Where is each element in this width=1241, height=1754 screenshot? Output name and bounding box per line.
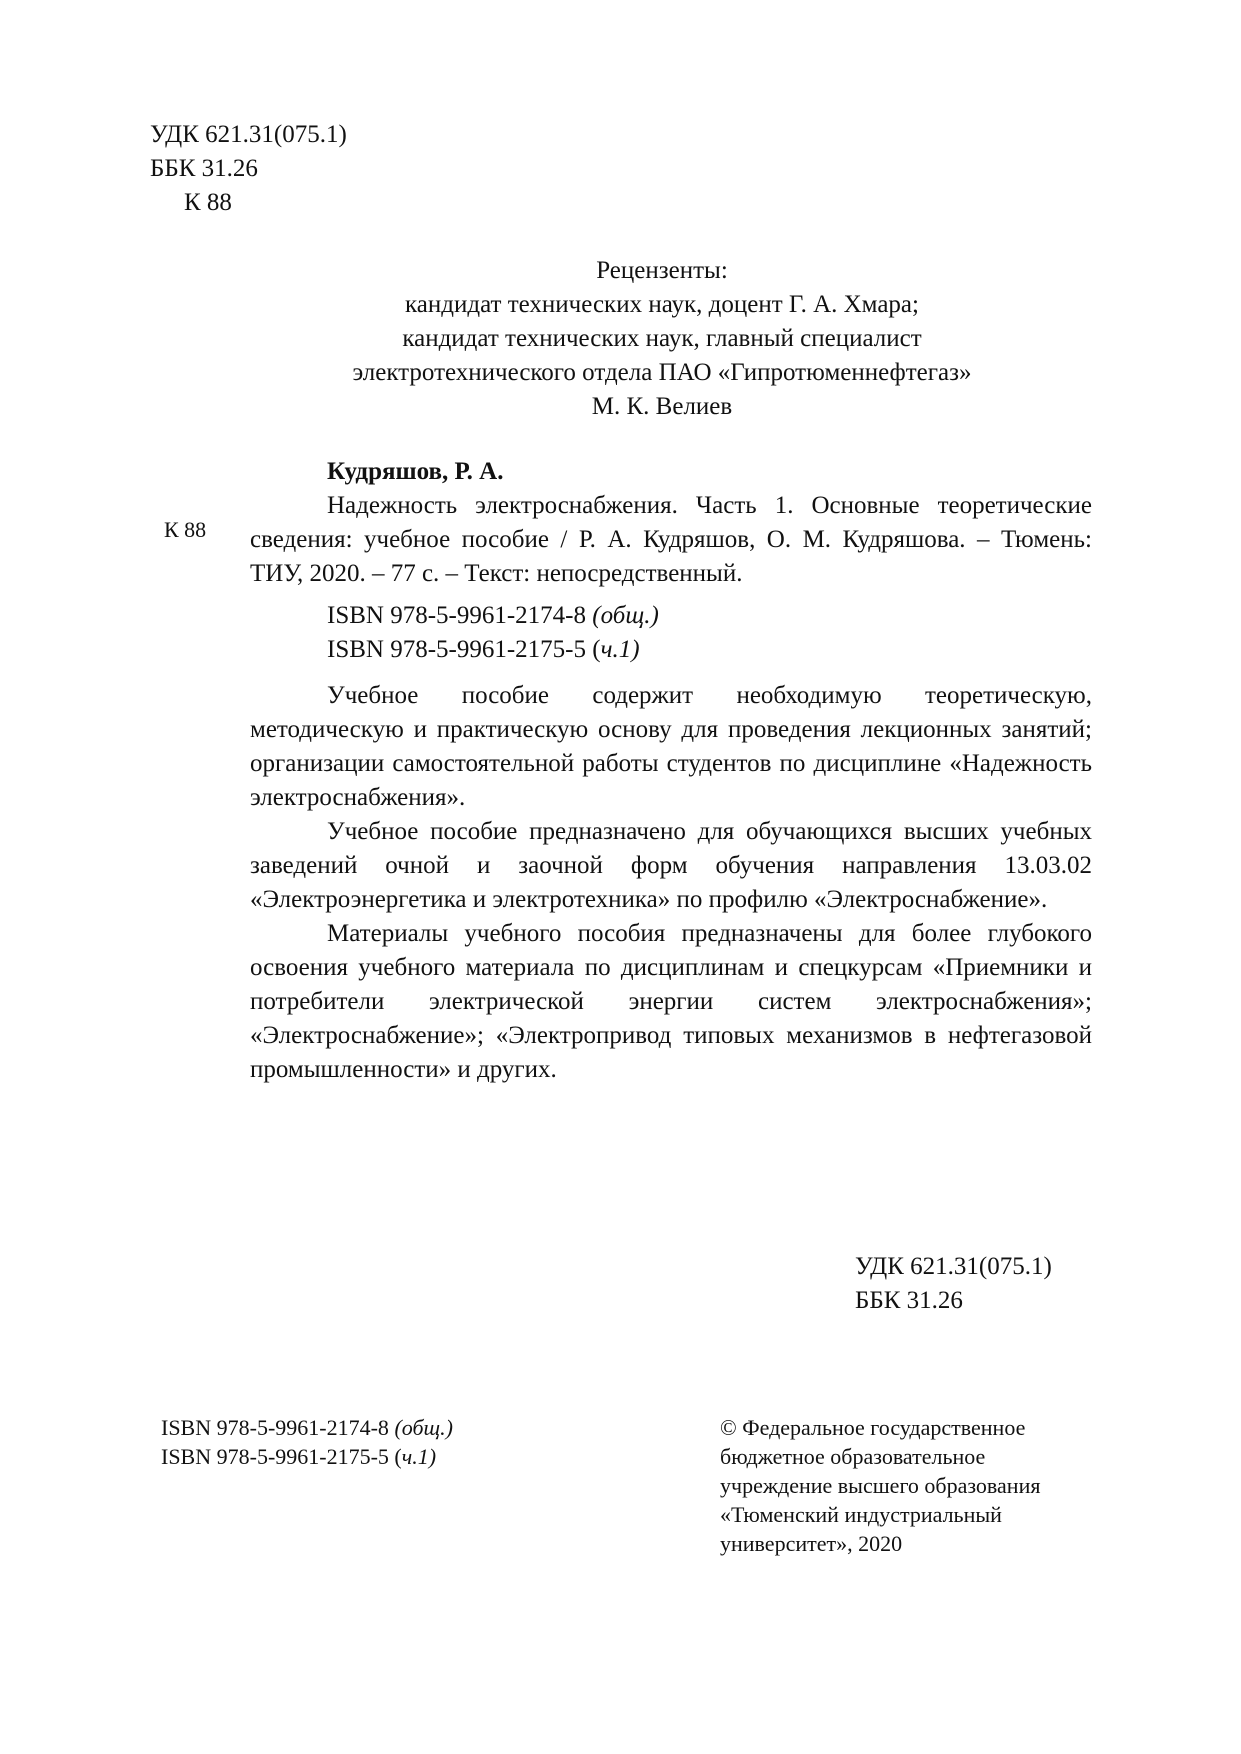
isbn-list [250, 599, 1092, 667]
bib-description: Надежность электроснабжения. Часть 1. Основные теоретические сведения: учебное пособие / Р. А. Кудряшов, О. М. Кудряшова. – Тюмень: ТИУ, 2020. – 77 с. – Текст: непосредственный. [250, 492, 1092, 587]
udk-code: УДК 621.31(075.1) [855, 1253, 1052, 1280]
bbk-code: ББК 31.26 [855, 1287, 963, 1314]
reviewer-line: кандидат технических наук, доцент Г. А. Хмара; [405, 291, 919, 318]
isbn-part1: ISBN 978-5-9961-2175-5 (ч.1) [327, 636, 640, 663]
annotation-paragraph: Учебное пособие предназначено для обучающихся высших учебных заведений очной и заочной форм обучения направления 13.03.02 «Электроэнергетика и электротехника» по профилю «Электроснабжение». [250, 818, 1092, 913]
classification-bottom [855, 1250, 1052, 1318]
copyright-line: университет», 2020 [720, 1531, 903, 1556]
annotation-paragraph: Материалы учебного пособия предназначены для более глубокого освоения учебного материала по дисциплинам и спецкурсам «Приемники и потребители электрической энергии систем электроснабжения»; «Электроснабжение»; «Электропривод типовых механизмов в нефтегазовой промышленности» и других. [250, 920, 1092, 1083]
copyright-block [720, 1413, 1040, 1558]
copyright-line: бюджетное образовательное [720, 1444, 986, 1469]
bbk-code: ББК 31.26 [150, 155, 258, 182]
reviewers-block [262, 254, 1062, 424]
udk-code: УДК 621.31(075.1) [150, 121, 347, 148]
footer-isbn: ISBN 978-5-9961-2174-8 (общ.) ISBN 978-5-9961-2175-5 (ч.1) [161, 1415, 453, 1469]
reviewer-line: электротехнического отдела ПАО «Гипротюменнефтегаз» [352, 359, 972, 386]
bib-author-mark: К 88 [164, 517, 207, 542]
isbn-general: ISBN 978-5-9961-2174-8 (общ.) [327, 602, 659, 629]
reviewers-heading: Рецензенты: [596, 257, 728, 284]
reviewer-line: М. К. Велиев [591, 393, 733, 420]
classification-top [150, 118, 347, 220]
author-mark: К 88 [184, 189, 232, 216]
copyright-line: учреждение высшего образования [720, 1473, 1041, 1498]
copyright-line: © Федеральное государственное [720, 1415, 1026, 1440]
annotation-paragraph: Учебное пособие содержит необходимую теоретическую, методическую и практическую основу для проведения лекционных занятий; организации самостоятельной работы студентов по дисциплине «Надежность электроснабжения». [250, 682, 1092, 811]
bib-author: Кудряшов, Р. А. [327, 458, 504, 485]
copyright-line: «Тюменский индустриальный [720, 1502, 1002, 1527]
reviewer-line: кандидат технических наук, главный специалист [402, 325, 922, 352]
bibliographic-record [250, 455, 1092, 1087]
annotation [250, 679, 1092, 1087]
